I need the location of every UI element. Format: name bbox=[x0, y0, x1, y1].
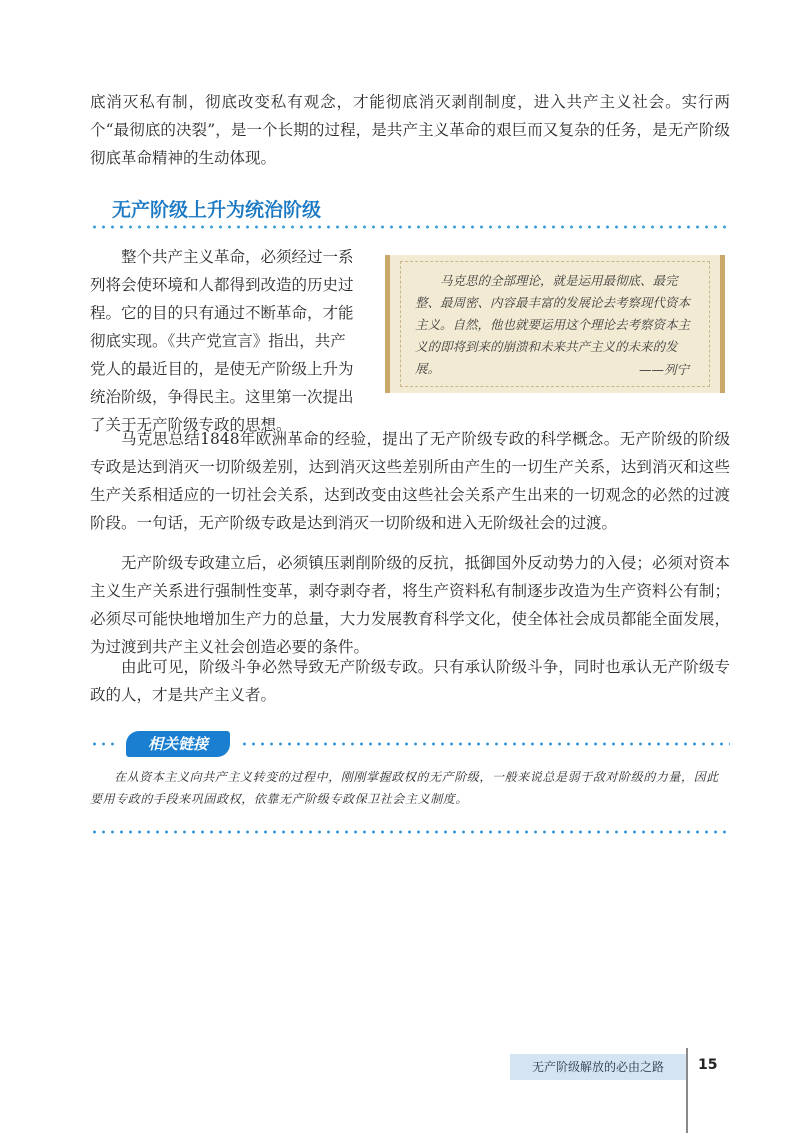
paragraph-dictatorship-concept: 马克思总结1848年欧洲革命的经验，提出了无产阶级专政的科学概念。无产阶级的阶级专政是达到消灭一切阶级差别，达到消灭这些差别所由产生的一切生产关系，达到消灭和这些生产关系相适应的一切社会关系，达到改变由这些社会关系产生出来的一切观念的必然的过渡阶段。一句话，无产阶级专政是达到消灭一切阶级和进入无阶级社会的过渡。 bbox=[90, 430, 730, 532]
paragraph-line: 党人的最近目的，是使无产阶级上升为 bbox=[90, 360, 354, 378]
quote-box bbox=[385, 255, 725, 393]
quote-text: 马克思的全部理论，就是运用最彻底、最完整、最周密、内容最丰富的发展论去考察现代资本主义。自然，他也就要运用这个理论去考察资本主义的即将到来的崩溃和未来共产主义的未来的发展。 bbox=[415, 273, 691, 376]
link-divider-left bbox=[90, 742, 120, 746]
related-link-text: 在从资本主义向共产主义转变的过程中，刚刚掌握政权的无产阶级，一般来说总是弱于敌对阶级的力量，因此要用专政的手段来巩固政权，依靠无产阶级专政保卫社会主义制度。 bbox=[90, 770, 719, 806]
paragraph-line: 了关于无产阶级专政的思想。 bbox=[90, 416, 292, 434]
paragraph-line: 列将会使环境和人都得到改造的历史过 bbox=[90, 276, 354, 294]
related-link-badge: 相关链接 bbox=[126, 731, 230, 757]
footer-chapter-bar bbox=[510, 1054, 686, 1080]
link-bottom-divider bbox=[90, 830, 730, 834]
paragraph-line: 彻底实现。《共产党宣言》指出，共产 bbox=[90, 332, 346, 350]
footer-vertical-rule bbox=[686, 1048, 688, 1133]
paragraph-line: 整个共产主义革命，必须经过一系 bbox=[121, 248, 354, 266]
link-divider-right bbox=[240, 742, 730, 746]
paragraph-wrapped bbox=[90, 243, 375, 439]
footer-chapter-title: 无产阶级解放的必由之路 bbox=[531, 1060, 664, 1074]
paragraph-conclusion: 由此可见，阶级斗争必然导致无产阶级专政。只有承认阶级斗争，同时也承认无产阶级专政的人，才是共产主义者。 bbox=[90, 658, 730, 704]
paragraph-line: 统治阶级，争得民主。这里第一次提出 bbox=[90, 388, 354, 406]
section-title: 无产阶级上升为统治阶级 bbox=[112, 199, 322, 221]
paragraph-line: 程。它的目的只有通过不断革命，才能 bbox=[90, 304, 354, 322]
page-number: 15 bbox=[698, 1057, 718, 1073]
paragraph-dictatorship-tasks: 无产阶级专政建立后，必须镇压剥削阶级的反抗，抵御国外反动势力的入侵；必须对资本主义生产关系进行强制性变革，剥夺剥夺者，将生产资料私有制逐步改造为生产资料公有制；必须尽可能快地增加生产力的总量，大力发展教育科学文化，使全体社会成员都能全面发展，为过渡到共产主义社会创造必要的条件。 bbox=[90, 554, 730, 656]
quote-attribution: ——列宁 bbox=[638, 362, 689, 377]
section-divider bbox=[90, 225, 730, 229]
intro-paragraph: 底消灭私有制，彻底改变私有观念，才能彻底消灭剥削制度，进入共产主义社会。实行两个“最彻底的决裂”，是一个长期的过程，是共产主义革命的艰巨而又复杂的任务，是无产阶级彻底革命精神的生动体现。 bbox=[90, 93, 730, 167]
quote-frame bbox=[400, 261, 710, 387]
